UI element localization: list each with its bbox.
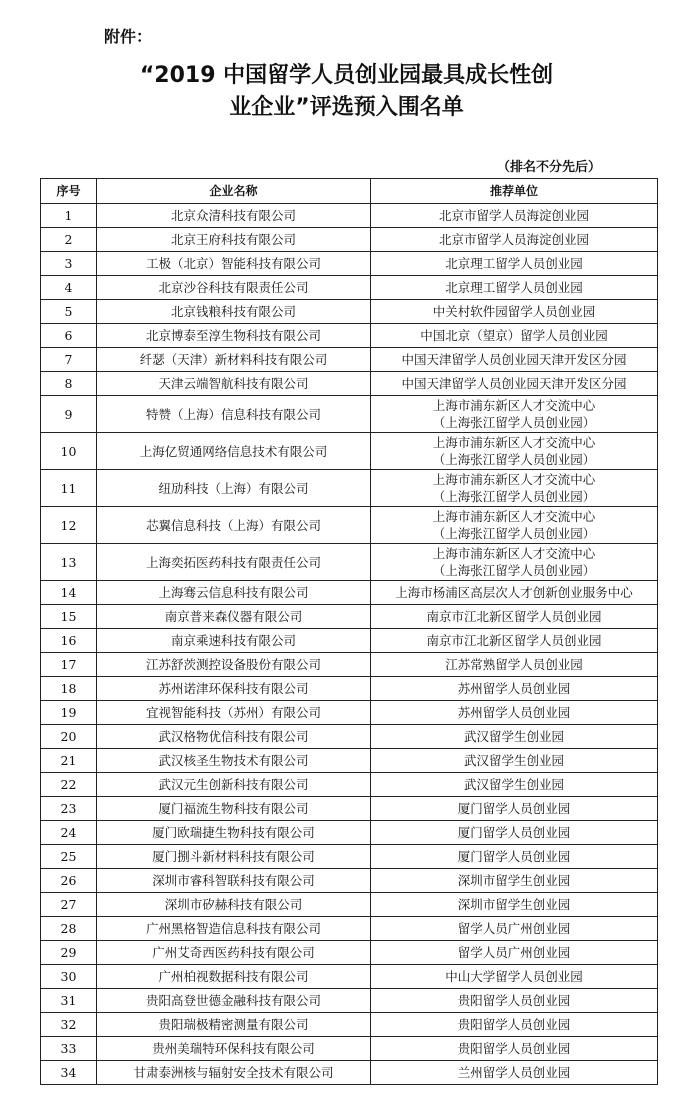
title-line-2: 业企业”评选预入围名单 [229,95,464,120]
table-row [41,773,658,797]
table-row [41,989,658,1013]
row-number: 22 [41,773,97,797]
row-number: 10 [41,433,97,470]
recommending-unit-line: 北京理工留学人员创业园 [445,256,583,271]
column-header-number: 序号 [41,179,97,204]
row-number: 33 [41,1037,97,1061]
table-row [41,544,658,581]
recommending-unit-line: 南京市江北新区留学人员创业园 [426,633,602,648]
recommending-unit [371,845,658,869]
recommending-unit-line: 上海市杨浦区高层次人才创新创业服务中心 [395,585,633,600]
recommending-unit-line: （上海张江留学人员创业园） [432,452,596,467]
row-number: 19 [41,701,97,725]
row-number: 28 [41,917,97,941]
company-name: 广州黑格智造信息科技有限公司 [97,917,371,941]
recommending-unit-line: （上海张江留学人员创业园） [432,415,596,430]
company-name: 厦门捌斗新材料科技有限公司 [97,845,371,869]
company-name: 北京王府科技有限公司 [97,228,371,252]
recommending-unit [371,581,658,605]
recommending-unit-line: 贵阳留学人员创业园 [457,1017,571,1032]
table-row [41,372,658,396]
row-number: 20 [41,725,97,749]
recommending-unit-line: （上海张江留学人员创业园） [432,526,596,541]
recommending-unit [371,204,658,228]
recommending-unit [371,252,658,276]
company-name: 贵阳瑞极精密测量有限公司 [97,1013,371,1037]
company-name: 贵阳高登世德金融科技有限公司 [97,989,371,1013]
row-number: 21 [41,749,97,773]
company-name: 南京乘速科技有限公司 [97,629,371,653]
recommending-unit-line: 武汉留学生创业园 [463,777,564,792]
company-name: 北京众清科技有限公司 [97,204,371,228]
company-name: 天津云端智航科技有限公司 [97,372,371,396]
row-number: 9 [41,396,97,433]
table-row [41,869,658,893]
company-name: 上海骞云信息科技有限公司 [97,581,371,605]
table-row [41,1013,658,1037]
table-row [41,1037,658,1061]
recommending-unit-line: 上海市浦东新区人才交流中心 [432,435,596,450]
company-name: 工极（北京）智能科技有限公司 [97,252,371,276]
document-title [0,60,693,124]
recommending-unit-line: 留学人员广州创业园 [457,921,571,936]
company-name: 深圳市矽赫科技有限公司 [97,893,371,917]
company-name: 贵州美瑞特环保科技有限公司 [97,1037,371,1061]
recommending-unit [371,677,658,701]
row-number: 30 [41,965,97,989]
recommending-unit [371,1061,658,1085]
table-row [41,276,658,300]
recommending-unit-line: 南京市江北新区留学人员创业园 [426,609,602,624]
candidate-table [40,178,658,1085]
table-body [41,204,658,1085]
row-number: 7 [41,348,97,372]
recommending-unit-line: 兰州留学人员创业园 [457,1065,571,1080]
recommending-unit [371,917,658,941]
company-name: 北京博泰至淳生物科技有限公司 [97,324,371,348]
table-row [41,677,658,701]
recommending-unit [371,941,658,965]
recommending-unit-line: 北京理工留学人员创业园 [445,280,583,295]
company-name: 武汉格物优信科技有限公司 [97,725,371,749]
row-number: 25 [41,845,97,869]
table-row [41,845,658,869]
table-row [41,941,658,965]
recommending-unit-line: 中国天津留学人员创业园天津开发区分园 [401,376,627,391]
table-row [41,605,658,629]
company-name: 广州艾奇西医药科技有限公司 [97,941,371,965]
recommending-unit-line: 北京市留学人员海淀创业园 [438,232,589,247]
recommending-unit-line: 贵阳留学人员创业园 [457,1041,571,1056]
recommending-unit-line: 厦门留学人员创业园 [457,801,571,816]
recommending-unit-line: （上海张江留学人员创业园） [432,489,596,504]
recommending-unit-line: 北京市留学人员海淀创业园 [438,208,589,223]
recommending-unit [371,821,658,845]
title-line-1: “2019 中国留学人员创业园最具成长性创 [139,63,554,88]
row-number: 4 [41,276,97,300]
row-number: 2 [41,228,97,252]
ranking-note: （排名不分先后） [496,160,601,175]
table-row [41,893,658,917]
recommending-unit [371,1013,658,1037]
company-name: 深圳市睿科智联科技有限公司 [97,869,371,893]
company-name: 特赞（上海）信息科技有限公司 [97,396,371,433]
recommending-unit [371,348,658,372]
row-number: 29 [41,941,97,965]
recommending-unit-line: 武汉留学生创业园 [463,753,564,768]
table-row [41,252,658,276]
row-number: 24 [41,821,97,845]
row-number: 18 [41,677,97,701]
row-number: 32 [41,1013,97,1037]
row-number: 27 [41,893,97,917]
recommending-unit [371,725,658,749]
company-name: 广州柏视数据科技有限公司 [97,965,371,989]
row-number: 3 [41,252,97,276]
recommending-unit [371,749,658,773]
row-number: 12 [41,507,97,544]
table-row [41,324,658,348]
table-row [41,228,658,252]
recommending-unit-line: 深圳市留学生创业园 [457,873,571,888]
table-row [41,917,658,941]
recommending-unit [371,396,658,433]
recommending-unit-line: 中国天津留学人员创业园天津开发区分园 [401,352,627,367]
recommending-unit-line: 中山大学留学人员创业园 [445,969,583,984]
recommending-unit-line: 江苏常熟留学人员创业园 [445,657,583,672]
row-number: 17 [41,653,97,677]
recommending-unit [371,629,658,653]
recommending-unit [371,701,658,725]
recommending-unit [371,228,658,252]
recommending-unit-line: 上海市浦东新区人才交流中心 [432,509,596,524]
recommending-unit [371,989,658,1013]
company-name: 厦门福流生物科技有限公司 [97,797,371,821]
table-row [41,348,658,372]
company-name: 苏州诺津环保科技有限公司 [97,677,371,701]
row-number: 1 [41,204,97,228]
recommending-unit-line: 贵阳留学人员创业园 [457,993,571,1008]
company-name: 上海亿贸通网络信息技术有限公司 [97,433,371,470]
company-name: 纤瑟（天津）新材料科技有限公司 [97,348,371,372]
recommending-unit [371,605,658,629]
row-number: 15 [41,605,97,629]
recommending-unit [371,893,658,917]
attachment-label: 附件： [104,27,153,46]
row-number: 31 [41,989,97,1013]
recommending-unit [371,276,658,300]
table-row [41,797,658,821]
company-name: 北京沙谷科技有限责任公司 [97,276,371,300]
recommending-unit [371,507,658,544]
column-header-recommender: 推荐单位 [371,179,658,204]
company-name: 江苏舒茨测控设备股份有限公司 [97,653,371,677]
company-name: 厦门欧瑞捷生物科技有限公司 [97,821,371,845]
row-number: 11 [41,470,97,507]
table-row [41,1061,658,1085]
table-row [41,433,658,470]
table-row [41,749,658,773]
recommending-unit [371,300,658,324]
row-number: 14 [41,581,97,605]
company-name: 芯翼信息科技（上海）有限公司 [97,507,371,544]
row-number: 5 [41,300,97,324]
table-row [41,470,658,507]
table-row [41,629,658,653]
recommending-unit [371,433,658,470]
table-row [41,507,658,544]
recommending-unit [371,773,658,797]
company-name: 南京普来森仪器有限公司 [97,605,371,629]
recommending-unit-line: 厦门留学人员创业园 [457,849,571,864]
recommending-unit-line: 上海市浦东新区人才交流中心 [432,472,596,487]
recommending-unit [371,797,658,821]
row-number: 8 [41,372,97,396]
recommending-unit-line: 苏州留学人员创业园 [457,705,571,720]
company-name: 武汉元生创新科技有限公司 [97,773,371,797]
company-name: 上海奕拓医药科技有限责任公司 [97,544,371,581]
table-row [41,821,658,845]
table-row [41,725,658,749]
row-number: 16 [41,629,97,653]
company-name: 北京钱粮科技有限公司 [97,300,371,324]
row-number: 26 [41,869,97,893]
recommending-unit-line: 中国北京（望京）留学人员创业园 [420,328,608,343]
column-header-company: 企业名称 [97,179,371,204]
recommending-unit-line: 上海市浦东新区人才交流中心 [432,546,596,561]
recommending-unit [371,1037,658,1061]
recommending-unit [371,653,658,677]
recommending-unit-line: （上海张江留学人员创业园） [432,563,596,578]
recommending-unit-line: 上海市浦东新区人才交流中心 [432,398,596,413]
table-header-row [41,179,658,204]
recommending-unit [371,372,658,396]
recommending-unit [371,470,658,507]
company-name: 武汉核圣生物技术有限公司 [97,749,371,773]
row-number: 6 [41,324,97,348]
recommending-unit [371,965,658,989]
recommending-unit [371,869,658,893]
row-number: 23 [41,797,97,821]
company-name: 纽劢科技（上海）有限公司 [97,470,371,507]
table-row [41,701,658,725]
recommending-unit-line: 武汉留学生创业园 [463,729,564,744]
recommending-unit-line: 深圳市留学生创业园 [457,897,571,912]
table-row [41,204,658,228]
recommending-unit-line: 厦门留学人员创业园 [457,825,571,840]
recommending-unit-line: 留学人员广州创业园 [457,945,571,960]
recommending-unit-line: 中关村软件园留学人员创业园 [432,304,596,319]
table-row [41,653,658,677]
recommending-unit-line: 苏州留学人员创业园 [457,681,571,696]
table-row [41,396,658,433]
company-name: 甘肃泰洲核与辐射安全技术有限公司 [97,1061,371,1085]
table-row [41,965,658,989]
row-number: 34 [41,1061,97,1085]
table-row [41,581,658,605]
recommending-unit [371,324,658,348]
recommending-unit [371,544,658,581]
table-row [41,300,658,324]
row-number: 13 [41,544,97,581]
company-name: 宜视智能科技（苏州）有限公司 [97,701,371,725]
